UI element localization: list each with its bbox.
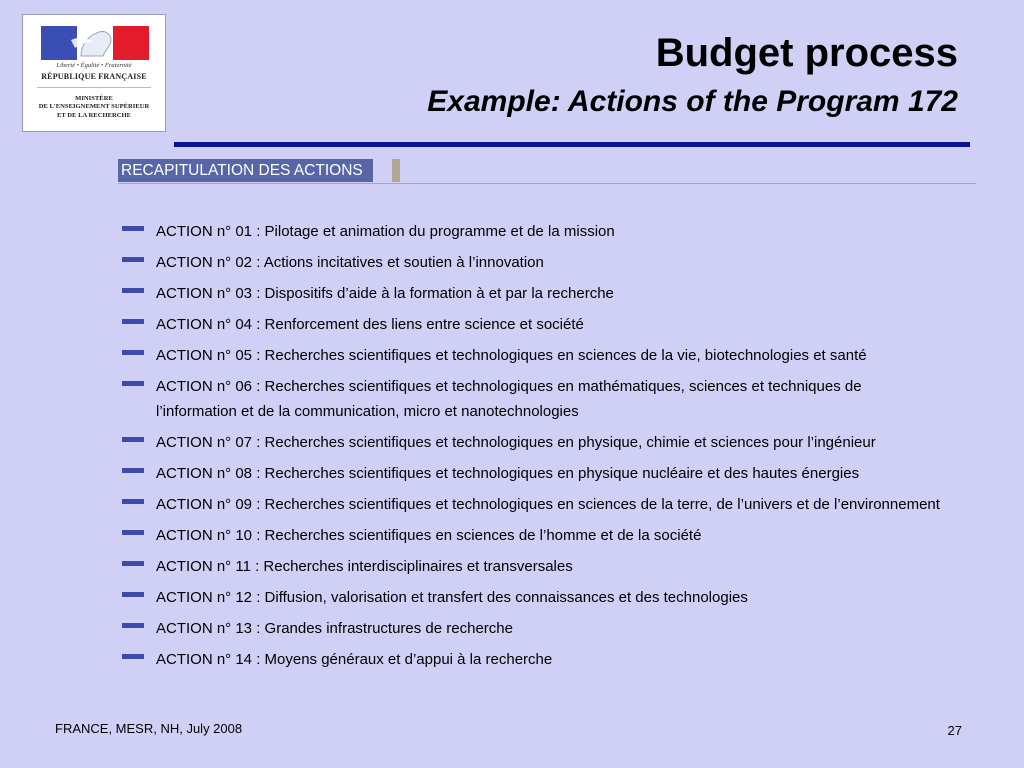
action-item <box>122 520 942 551</box>
bullet-icon <box>122 437 144 442</box>
bullet-icon <box>122 530 144 535</box>
action-text: ACTION n° 13 : Grandes infrastructures de recherche <box>156 620 513 637</box>
logo-motto: Liberté • Égalité • Fraternité <box>56 62 132 69</box>
action-item <box>122 216 942 247</box>
bullet-icon <box>122 319 144 324</box>
action-item <box>122 644 942 675</box>
bullet-icon <box>122 623 144 628</box>
action-text: ACTION n° 14 : Moyens généraux et d’appui à la recherche <box>156 651 553 668</box>
title-rule <box>174 142 970 147</box>
action-item <box>122 458 942 489</box>
footer-source: FRANCE, MESR, NH, July 2008 <box>55 721 243 736</box>
section-header: RECAPITULATION DES ACTIONS <box>118 159 373 182</box>
bullet-icon <box>122 288 144 293</box>
ministry-logo <box>22 14 166 132</box>
slide-subtitle: Example: Actions of the Program 172 <box>427 85 958 118</box>
logo-ministry: MINISTÈRE DE L'ENSEIGNEMENT SUPÉRIEUR ET DE LA RECHERCHE <box>38 95 150 119</box>
marianne-flag-icon <box>41 26 149 60</box>
section-underline <box>118 183 976 184</box>
action-text: ACTION n° 10 : Recherches scientifiques en sciences de l’homme et de la société <box>156 527 702 544</box>
action-text: ACTION n° 12 : Diffusion, valorisation et transfert des connaissances et des technologies <box>156 589 748 606</box>
section-header-tab <box>392 159 400 182</box>
action-text: ACTION n° 04 : Renforcement des liens entre science et société <box>156 316 584 333</box>
bullet-icon <box>122 226 144 231</box>
bullet-icon <box>122 257 144 262</box>
bullet-icon <box>122 468 144 473</box>
action-text: ACTION n° 06 : Recherches scientifiques et technologiques en mathématiques, sciences et techniques de l’information et de la communication, micro et nanotechnologies <box>156 378 862 420</box>
action-text: ACTION n° 05 : Recherches scientifiques et technologiques en sciences de la vie, biotechnologies et santé <box>156 347 867 364</box>
action-text: ACTION n° 03 : Dispositifs d’aide à la formation à et par la recherche <box>156 285 614 302</box>
actions-list <box>122 216 942 675</box>
logo-republic: RÉPUBLIQUE FRANÇAISE <box>41 72 147 81</box>
action-text: ACTION n° 02 : Actions incitatives et soutien à l’innovation <box>156 254 544 271</box>
action-item <box>122 489 942 520</box>
action-text: ACTION n° 11 : Recherches interdisciplinaires et transversales <box>156 558 573 575</box>
action-item <box>122 582 942 613</box>
action-item <box>122 551 942 582</box>
action-item <box>122 278 942 309</box>
action-item <box>122 309 942 340</box>
action-text: ACTION n° 07 : Recherches scientifiques et technologiques en physique, chimie et sciences pour l’ingénieur <box>156 434 876 451</box>
action-item <box>122 427 942 458</box>
action-text: ACTION n° 08 : Recherches scientifiques et technologiques en physique nucléaire et des hautes énergies <box>156 465 860 482</box>
page-number: 27 <box>947 723 962 738</box>
slide-title: Budget process <box>655 31 958 75</box>
bullet-icon <box>122 381 144 386</box>
action-text: ACTION n° 09 : Recherches scientifiques et technologiques en sciences de la terre, de l’univers et de l’environnement <box>156 496 940 513</box>
logo-divider <box>37 87 151 88</box>
action-item <box>122 340 942 371</box>
action-item <box>122 371 942 427</box>
bullet-icon <box>122 654 144 659</box>
bullet-icon <box>122 592 144 597</box>
bullet-icon <box>122 350 144 355</box>
bullet-icon <box>122 499 144 504</box>
action-item <box>122 247 942 278</box>
action-text: ACTION n° 01 : Pilotage et animation du programme et de la mission <box>156 223 615 240</box>
action-item <box>122 613 942 644</box>
bullet-icon <box>122 561 144 566</box>
